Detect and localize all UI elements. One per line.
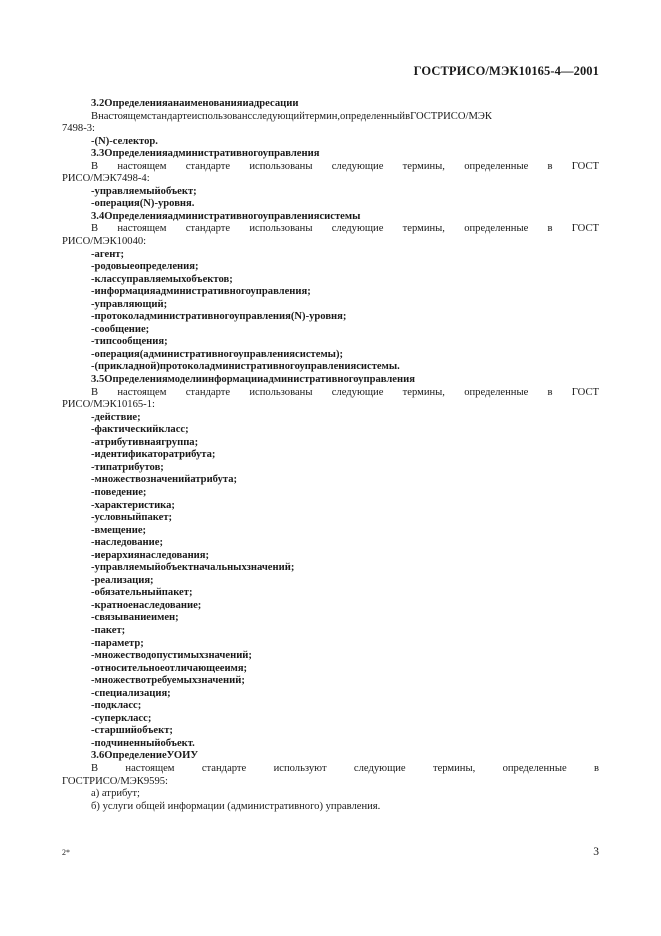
text-line-bold: -обязательныйпакет; bbox=[91, 587, 193, 599]
text-line: б) услуги общей информации (административного) управления. bbox=[91, 800, 381, 812]
text-line-bold: -идентификаторатрибута; bbox=[91, 449, 216, 461]
text-line-bold: -подкласс; bbox=[91, 700, 142, 712]
text-line: РИСО/МЭК10040: bbox=[62, 236, 147, 248]
text-line: РИСО/МЭК10165-1: bbox=[62, 399, 155, 411]
text-line-bold: -связываниеимен; bbox=[91, 612, 179, 624]
text-line-bold: -параметр; bbox=[91, 637, 144, 649]
text-line-bold: -поведение; bbox=[91, 486, 147, 498]
text-line-bold: -агент; bbox=[91, 248, 125, 260]
text-line-bold: -реализация; bbox=[91, 574, 154, 586]
text-line-bold: -множествотребуемыхзначений; bbox=[91, 675, 245, 687]
text-line-bold: -информацияадминистративногоуправления; bbox=[91, 286, 311, 298]
text-line: Внастоящемстандартеиспользовансследующийтермин,определенныйвГОСТРИСО/МЭК bbox=[91, 110, 492, 122]
text-line-bold: -типсообщения; bbox=[91, 336, 168, 348]
document-header: ГОСТРИСО/МЭК10165-4—2001 bbox=[413, 64, 599, 78]
text-line-bold: 3.3Определенияадминистративногоуправления bbox=[91, 148, 320, 160]
text-line-bold: -множестводопустимыхзначений; bbox=[91, 650, 252, 662]
text-line-bold: -специализация; bbox=[91, 687, 171, 699]
text-line-bold: -пакет; bbox=[91, 624, 126, 636]
page-number: 3 bbox=[593, 846, 599, 858]
text-line-bold: -родовыеопределения; bbox=[91, 261, 199, 273]
text-line-bold: -операция(N)-уровня. bbox=[91, 198, 195, 210]
text-line-bold: -иерархиянаследования; bbox=[91, 549, 210, 561]
text-line-bold: -управляемыйобъектначальныхзначений; bbox=[91, 562, 295, 574]
text-line-bold: -атрибутивнаягруппа; bbox=[91, 436, 199, 448]
text-line-bold: 3.4Определенияадминистративногоуправлениясистемы bbox=[91, 210, 361, 222]
text-line-bold: -действие; bbox=[91, 411, 141, 423]
text-line-bold: -управляющий; bbox=[91, 298, 168, 310]
text-line-bold: -(прикладной)протоколадминистративногоуправлениясистемы. bbox=[91, 361, 400, 373]
text-line-bold: -наследование; bbox=[91, 537, 163, 549]
text-line-bold: -суперкласс; bbox=[91, 712, 152, 724]
text-line-bold: -классуправляемыхобъектов; bbox=[91, 273, 233, 285]
text-line-bold: -типатрибутов; bbox=[91, 461, 164, 473]
text-line-bold: -характеристика; bbox=[91, 499, 175, 511]
text-line: В настоящем стандарте используют следующие термины, определенные в bbox=[91, 762, 599, 774]
text-line-bold: -подчиненныйобъект. bbox=[91, 737, 195, 749]
text-line-bold: -старшийобъект; bbox=[91, 725, 173, 737]
text-line: ГОСТРИСО/МЭК9595: bbox=[62, 775, 168, 787]
text-line: а) атрибут; bbox=[91, 788, 140, 800]
text-line-bold: 3.6ОпределениеУОИУ bbox=[91, 750, 199, 762]
text-line-bold: -относительноеотличающееимя; bbox=[91, 662, 248, 674]
text-line: РИСО/МЭК7498-4: bbox=[62, 173, 150, 185]
text-line: В настоящем стандарте использованы следующие термины, определенные в ГОСТ bbox=[91, 386, 599, 398]
text-line-bold: -сообщение; bbox=[91, 323, 150, 335]
text-line: В настоящем стандарте использованы следующие термины, определенные в ГОСТ bbox=[91, 160, 599, 172]
text-line-bold: 3.2Определенияанаименованияиадресации bbox=[91, 98, 299, 109]
text-line-bold: -протоколадминистративногоуправления(N)-уровня; bbox=[91, 311, 347, 323]
text-line-bold: -множествозначенийатрибута; bbox=[91, 474, 238, 486]
document-body bbox=[62, 98, 599, 813]
text-line-bold: 3.5Определениямоделиинформацииадминистративногоуправления bbox=[91, 374, 415, 386]
footer-signature-mark: 2* bbox=[62, 848, 70, 857]
text-line: 7498-3: bbox=[62, 123, 95, 135]
text-line-bold: -фактическийкласс; bbox=[91, 424, 189, 436]
text-line-bold: -условныйпакет; bbox=[91, 512, 173, 524]
text-line: В настоящем стандарте использованы следующие термины, определенные в ГОСТ bbox=[91, 223, 599, 235]
text-line-bold: -вмещение; bbox=[91, 524, 147, 536]
text-line-bold: -операция(административногоуправлениясистемы); bbox=[91, 348, 343, 360]
text-line-bold: -кратноенаследование; bbox=[91, 599, 202, 611]
text-line-bold: -управляемыйобъект; bbox=[91, 185, 197, 197]
text-line-bold: -(N)-селектор. bbox=[91, 135, 158, 147]
